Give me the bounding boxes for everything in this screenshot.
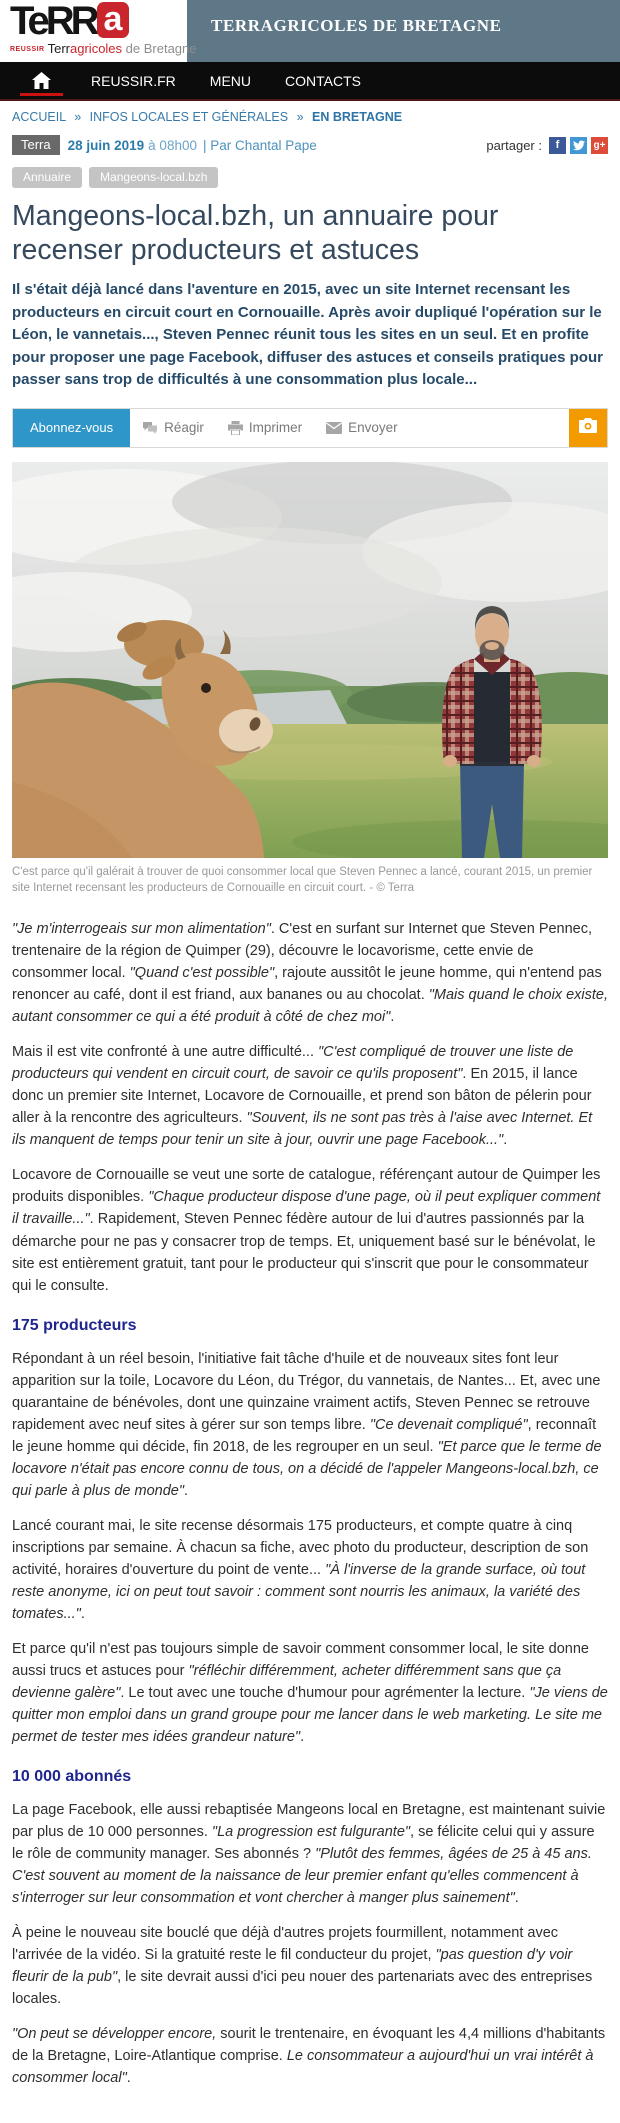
logo-tagline bbox=[10, 41, 197, 56]
article-paragraph: Locavore de Cornouaille se veut une sorte de catalogue, référençant autour de Quimper les produits disponibles. "Chaque producteur dispose d'une page, où il peut expliquer comment il travaille...". Rapidement, Steven Pennec fédère autour de lui d'autres passionnés par la démarche pour ne pas y consacrer trop de temps. Et, uniquement basé sur le bénévolat, le site est entièrement gratuit, tant pour le producteur qui s'inscrit que pour le consommateur qui le consulte. bbox=[12, 1167, 601, 1294]
logo-tagline-bretagne: de Bretagne bbox=[122, 41, 197, 56]
nav-item-menu[interactable]: MENU bbox=[209, 72, 252, 89]
nav-item-contacts[interactable]: CONTACTS bbox=[285, 72, 361, 89]
print-label: Imprimer bbox=[248, 420, 303, 436]
top-nav bbox=[0, 62, 620, 99]
googleplus-icon[interactable]: g+ bbox=[591, 137, 608, 154]
article-paragraph: Répondant à un réel besoin, l'initiative fait tâche d'huile et de nouveaux sites font leur apparition sur la toile, Locavore du Léon, du Trégor, du vannetais, de Nantes... Et, avec une quarantaine de bénévoles, dont une quinzaine vraiment actifs, Steven Pennec se retrouve rapidement avec neuf sites à gérer sur son temps libre. "Ce devenait compliqué", reconnaît le jeune homme qui décide, fin 2018, de les regrouper en un seul. "Et parce que le terme de locavore n'était pas encore connu de tous, on a décidé de l'appeler Mangeons-local.bzh, ce qui parle à plus de monde". bbox=[12, 1350, 602, 1499]
article-paragraph: "On peut se développer encore, sourit le trentenaire, en évoquant les 4,4 millions d'habitants de la Bretagne, Loire-Atlantique comprise. Le consommateur a aujourd'hui un vrai intérêt à consommer local". bbox=[12, 2026, 606, 2087]
react-label: Réagir bbox=[164, 420, 204, 436]
article-intro: Il s'était déjà lancé dans l'aventure en 2015, avec un site Internet recensant les producteurs en circuit court en Cornouaille. Après avoir dupliqué l'opération sur le Léon, le vannetais..., Steven Pennec réunit tous les sites en un seul. Et en profite pour proposer une page Facebook, diffuser des astuces et conseils pratiques pour passer sans trop de difficultés à une consommation plus locale... bbox=[12, 281, 603, 389]
banner-title: TERRAGRICOLES DE BRETAGNE bbox=[211, 16, 502, 35]
logo-tagline-agricoles: agricoles bbox=[70, 41, 123, 56]
twitter-icon[interactable] bbox=[570, 137, 587, 154]
publish-time: à 08h00 bbox=[148, 137, 197, 153]
author-byline: | Par Chantal Pape bbox=[202, 137, 317, 153]
article-paragraph: À peine le nouveau site bouclé que déjà d'autres projets fourmillent, notamment avec l'arrivée de la vidéo. Si la gratuité reste le fil conducteur du projet, "pas question d'y voir fleurir de la pub", le site devrait aussi d'ici peu nouer des partenariats avec des entreprises locales. bbox=[12, 1925, 593, 2008]
share-bar bbox=[486, 137, 608, 154]
article-toolbar bbox=[12, 408, 608, 448]
subscribe-button[interactable]: Abonnez-vous bbox=[13, 409, 130, 447]
article-paragraph: La page Facebook, elle aussi rebaptisée Mangeons local en Bretagne, est maintenant suivie par plus de 10 000 personnes. "La progression est fulgurante", se félicite celui qui y assure le rôle de community manager. Ses abonnés ? "Plutôt des femmes, âgées de 25 à 45 ans. C'est souvent au moment de la naissance de leur premier enfant qu'elles commencent à s'interroger sur leur consommation et vont chercher à manger plus sainement". bbox=[12, 1802, 606, 1907]
breadcrumb-current: EN BRETAGNE bbox=[312, 110, 403, 124]
print-button[interactable] bbox=[216, 409, 314, 447]
comments-icon bbox=[142, 421, 158, 435]
terra-logo[interactable] bbox=[0, 0, 197, 62]
article-photo bbox=[12, 462, 608, 858]
publish-date: 28 juin 2019 bbox=[67, 137, 145, 153]
send-button[interactable] bbox=[314, 409, 410, 447]
logo-tagline-reussir: REUSSIR bbox=[10, 46, 45, 53]
breadcrumb-accueil[interactable]: ACCUEIL bbox=[12, 110, 66, 124]
article-figure bbox=[0, 462, 620, 901]
section-heading-producteurs: 175 producteurs bbox=[12, 1316, 137, 1334]
article-body bbox=[0, 901, 620, 2122]
tag-list bbox=[0, 159, 620, 190]
breadcrumb-separator: » bbox=[74, 110, 82, 124]
printer-icon bbox=[228, 421, 243, 435]
source-badge: Terra bbox=[12, 135, 60, 155]
photo-caption: C'est parce qu'il galérait à trouver de quoi consommer local que Steven Pennec a lancé, courant 2015, un premier site Internet recensant les producteurs de Cornouaille en circuit court. - © Terra bbox=[12, 865, 593, 895]
section-heading-abonnes: 10 000 abonnés bbox=[12, 1768, 132, 1786]
send-label: Envoyer bbox=[348, 420, 398, 436]
envelope-icon bbox=[326, 422, 342, 434]
article-meta bbox=[0, 131, 620, 159]
masthead bbox=[0, 0, 620, 62]
camera-icon bbox=[579, 418, 597, 438]
logo-tagline-terr: Terr bbox=[47, 41, 71, 56]
react-button[interactable] bbox=[130, 409, 216, 447]
home-icon[interactable] bbox=[26, 62, 57, 99]
tag-annuaire[interactable]: Annuaire bbox=[12, 167, 82, 188]
terra-logo-word bbox=[10, 0, 179, 43]
share-label: partager : bbox=[486, 137, 542, 153]
article-paragraph: Et parce qu'il n'est pas toujours simple de savoir comment consommer local, le site donne aussi trucs et astuces pour "réfléchir différemment, acheter différemment sans que ça devienne galère". Le tout avec une touche d'humour pour agrémenter la lecture. "Je viens de quitter mon emploi dans un grand groupe pour me lancer dans le web marketing. Le site me permet de tester mes idées grandeur nature". bbox=[12, 1640, 608, 1746]
nav-item-reussir[interactable]: REUSSIR.FR bbox=[91, 72, 176, 89]
page-title: Mangeons-local.bzh, un annuaire pour recenser producteurs et astuces bbox=[12, 200, 499, 266]
article-paragraph: "Je m'interrogeais sur mon alimentation". C'est en surfant sur Internet que Steven Pennec, trentenaire de la région de Quimper (29), découvre le locavorisme, cette envie de consommer local. "Quand c'est possible", rajoute aussitôt le jeune homme, qui n'entend pas renoncer au café, dont il est friand, aux bananes ou au chocolat. "Mais quand le choix existe, autant consommer ce qui a été produit à côté de chez moi". bbox=[12, 921, 608, 1026]
tag-mangeons-local[interactable]: Mangeons-local.bzh bbox=[89, 167, 218, 188]
logo-main-letters: TeRR bbox=[10, 0, 96, 43]
breadcrumb-infos-locales[interactable]: INFOS LOCALES ET GÉNÉRALES bbox=[89, 110, 289, 124]
breadcrumb bbox=[0, 101, 620, 131]
article-paragraph: Lancé courant mai, le site recense désormais 175 producteurs, et compte quatre à cinq inscriptions par semaine. À chacun sa fiche, avec photo du producteur, description de son activité, horaires d'ouverture du point de vente... "À l'inverse de la grande surface, où tout reste anonyme, ici on peut tout savoir : comment sont nourris les animaux, la variété des tomates...". bbox=[12, 1517, 589, 1622]
article-paragraph: Mais il est vite confronté à une autre difficulté... "C'est compliqué de trouver une liste de producteurs qui vendent en circuit court, de savoir ce qu'ils proposent". En 2015, il lance donc un premier site Internet, Locavore de Cornouaille, et prend son bâton de pélerin pour aller à la rencontre des agriculteurs. "Souvent, ils ne sont pas très à l'aise avec Internet. Et ils manquent de temps pour tenir un site à jour, ouvrir une page Facebook...". bbox=[12, 1044, 593, 1149]
breadcrumb-separator: » bbox=[296, 110, 304, 124]
header-banner bbox=[187, 0, 620, 62]
camera-button[interactable] bbox=[569, 409, 607, 447]
facebook-icon[interactable]: f bbox=[549, 137, 566, 154]
logo-red-a: a bbox=[97, 2, 129, 38]
